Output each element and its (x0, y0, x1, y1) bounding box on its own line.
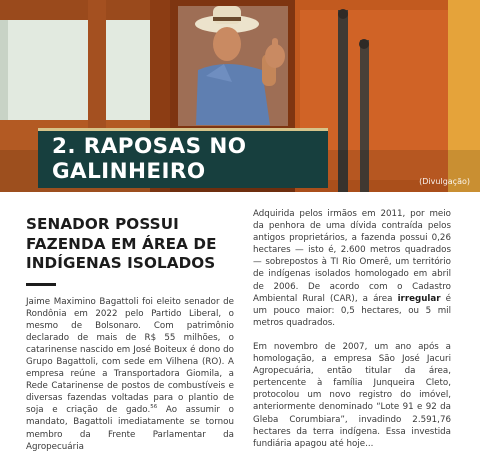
right-paragraph-2: Em novembro de 2007, um ano após a homologação, a empresa São José Jacuri Agropecuária, então titular da área, pertencente à família Junqueira Cleto, protocolou um novo registro do imóvel, anteriormente denominado “Lote 91 e 92 da Gleba Corumbiara”, invadindo 2.591,76 hectares da terra indígena. Essa investida fundiária apagou até hoje... (253, 341, 451, 449)
left-paragraph-tail: Ao assumir o mandato, Bagattoli imediatamente se tornou membro da Frente Parlamentar da Agropecuária (26, 405, 234, 452)
hero-photo (0, 0, 480, 192)
right-paragraph-1 (253, 208, 451, 329)
photo-credit: (Divulgação) (419, 177, 470, 186)
footnote-marker: 56 (150, 404, 158, 411)
section-title-line1: 2. RAPOSAS NO (52, 134, 247, 159)
left-paragraph (26, 296, 234, 453)
right-paragraph-1-a: Adquirida pelos irmãos em 2011, por meio da penhora de uma dívida contraída pelos antigos proprietários, a fazenda possui 0,26 hectares — isto é, 2.600 metros quadrados — sobrepostos à TI Rio Omerê, um território de indígenas isolados homologado em abril de 2006. De acordo com o Cadastro Ambiental Rural (CAR), a área (253, 209, 451, 304)
right-column (253, 208, 451, 450)
headline-rule (26, 283, 56, 286)
right-paragraph-1-bold: irregular (397, 293, 441, 304)
left-paragraph-text: Jaime Maximino Bagattoli foi eleito senador de Rondônia em 2022 pelo Partido Liberal, o mesmo de Bolsonaro. Com patrimônio declarado de mais de R$ 55 milhões, o catarinense nascido em José Boiteux é dono do Grupo Bagattoli, com sede em Vilhena (RO). A empresa reúne a Transportadora Giomila, a Rede Catarinense de postos de combustíveis e diversas fazendas voltadas para o plantio de soja e criação de gado. (26, 296, 234, 416)
left-column (26, 215, 234, 453)
right-paragraph-1-b: é um pouco maior: 0,5 hectares, ou 5 mil metros quadrados. (253, 293, 451, 328)
section-title-line2: GALINHEIRO (52, 159, 206, 184)
section-title-box (38, 128, 328, 188)
paragraph-gap (253, 329, 451, 341)
article-headline: SENADOR POSSUI FAZENDA EM ÁREA DE INDÍGENAS ISOLADOS (26, 215, 217, 272)
